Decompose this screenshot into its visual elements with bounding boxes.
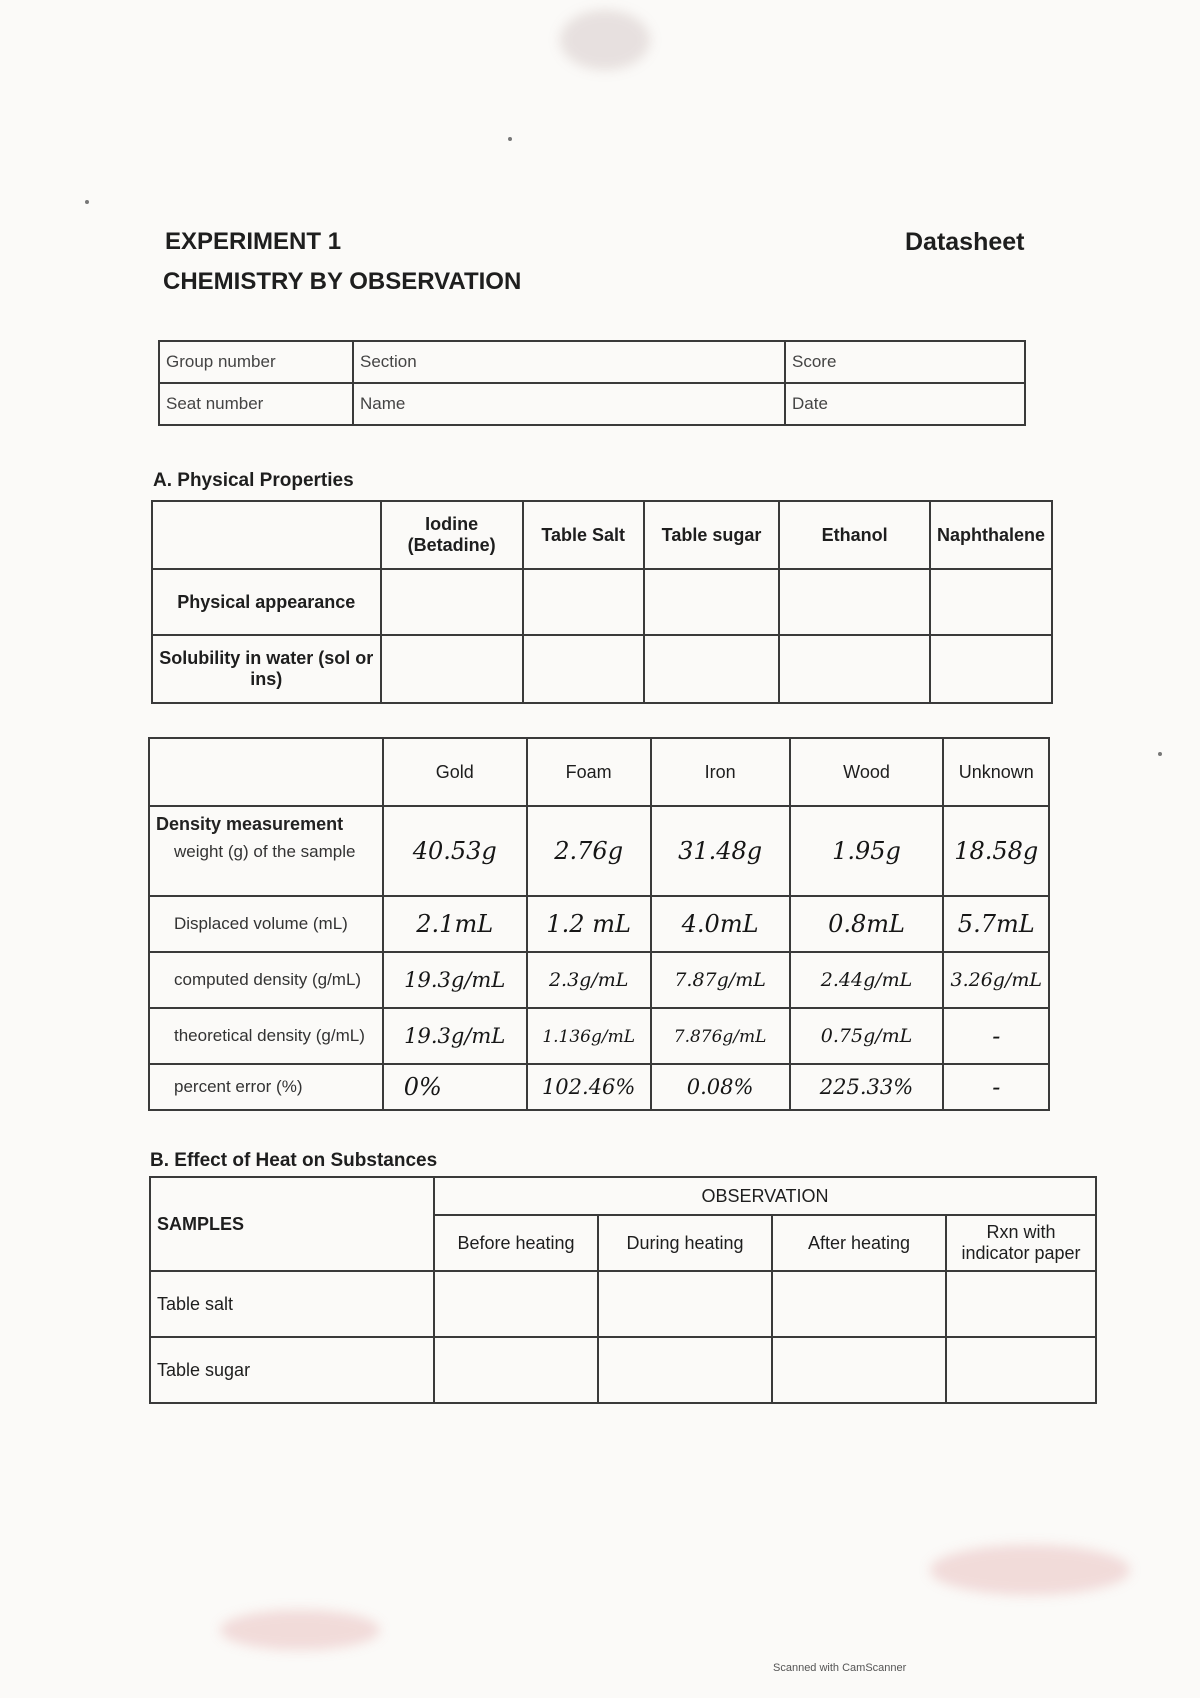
handwritten-value[interactable] [943, 806, 1049, 896]
density-table [148, 737, 1050, 1111]
table-cell[interactable] [644, 569, 780, 635]
table-cell[interactable] [381, 569, 523, 635]
column-header: Unknown [943, 738, 1049, 806]
heat-effect-title: B. Effect of Heat on Substances [150, 1150, 438, 1171]
observation-header: OBSERVATION [434, 1177, 1096, 1215]
table-cell[interactable] [434, 1271, 598, 1337]
handwritten-value[interactable] [651, 1064, 790, 1110]
value-text: 0% [403, 1073, 442, 1101]
value-text: 7.876g/mL [673, 1026, 767, 1047]
column-header: Foam [527, 738, 651, 806]
samples-header: SAMPLES [150, 1177, 434, 1271]
scan-smudge [220, 1610, 380, 1650]
table-cell[interactable] [381, 635, 523, 703]
column-header: Rxn with indicator paper [946, 1215, 1096, 1271]
column-header: Iodine (Betadine) [381, 501, 523, 569]
row-header: Table sugar [150, 1337, 434, 1403]
value-text: 225.33% [819, 1075, 914, 1099]
handwritten-value[interactable] [383, 1008, 527, 1064]
experiment-subtitle: CHEMISTRY BY OBSERVATION [163, 268, 522, 295]
column-header: Iron [651, 738, 790, 806]
value-text: 5.7mL [957, 910, 1035, 938]
scan-speck [1158, 752, 1162, 756]
value-text: 31.48g [678, 837, 763, 865]
value-text: 0.75g/mL [820, 1025, 913, 1047]
row-label: percent error (%) [149, 1064, 383, 1110]
handwritten-value[interactable] [943, 1008, 1049, 1064]
column-header: Wood [790, 738, 944, 806]
handwritten-value[interactable] [943, 952, 1049, 1008]
row-label: Displaced volume (mL) [149, 896, 383, 952]
date-field[interactable]: Date [785, 383, 1025, 425]
handwritten-value[interactable] [651, 1008, 790, 1064]
value-text: 3.26g/mL [950, 969, 1042, 991]
handwritten-value[interactable] [790, 1064, 944, 1110]
physical-properties-table [151, 500, 1053, 704]
value-text: 40.53g [412, 837, 497, 865]
handwritten-value[interactable] [383, 806, 527, 896]
column-header: After heating [772, 1215, 946, 1271]
row-label: theoretical density (g/mL) [149, 1008, 383, 1064]
table-cell[interactable] [598, 1337, 772, 1403]
empty-corner [152, 501, 381, 569]
handwritten-value[interactable] [527, 1064, 651, 1110]
value-text: 1.2 mL [546, 910, 631, 938]
value-text: 102.46% [541, 1075, 636, 1099]
scan-speck [85, 200, 89, 204]
handwritten-value[interactable] [651, 806, 790, 896]
handwritten-value[interactable] [527, 806, 651, 896]
handwritten-value[interactable] [527, 1008, 651, 1064]
scan-smudge [930, 1545, 1130, 1595]
column-header: Before heating [434, 1215, 598, 1271]
value-text: 7.87g/mL [674, 969, 766, 991]
scan-speck [508, 137, 512, 141]
value-text: 2.44g/mL [820, 969, 913, 991]
handwritten-value[interactable] [790, 806, 944, 896]
table-cell[interactable] [930, 569, 1052, 635]
value-text: 2.76g [554, 837, 624, 865]
group-number-field[interactable]: Group number [159, 341, 353, 383]
table-cell[interactable] [598, 1271, 772, 1337]
column-header: During heating [598, 1215, 772, 1271]
table-cell[interactable] [772, 1271, 946, 1337]
handwritten-value[interactable] [527, 952, 651, 1008]
row-label: weight (g) of the sample [174, 842, 356, 861]
handwritten-value[interactable] [651, 896, 790, 952]
handwritten-value[interactable] [790, 1008, 944, 1064]
empty-corner [149, 738, 383, 806]
table-cell[interactable] [644, 635, 780, 703]
handwritten-value[interactable] [790, 896, 944, 952]
column-header: Table sugar [644, 501, 780, 569]
value-text: 1.95g [832, 837, 901, 865]
value-text: - [992, 1022, 1001, 1050]
value-text: 0.08% [686, 1075, 754, 1099]
info-table [158, 340, 1026, 426]
value-text: 1.136g/mL [542, 1026, 635, 1047]
value-text: 19.3g/mL [404, 968, 506, 992]
handwritten-value[interactable] [943, 1064, 1049, 1110]
handwritten-value[interactable] [651, 952, 790, 1008]
scanner-watermark: Scanned with CamScanner [773, 1662, 907, 1674]
row-header: Physical appearance [152, 569, 381, 635]
value-text: 19.3g/mL [404, 1024, 506, 1048]
column-header: Table Salt [523, 501, 644, 569]
value-text: 2.1mL [416, 910, 494, 938]
experiment-title: EXPERIMENT 1 [165, 228, 342, 255]
handwritten-value[interactable] [383, 1064, 527, 1110]
table-cell[interactable] [779, 635, 930, 703]
value-text: 18.58g [954, 837, 1039, 865]
physical-properties-title: A. Physical Properties [153, 470, 354, 491]
row-label: computed density (g/mL) [149, 952, 383, 1008]
datasheet-label: Datasheet [905, 228, 1025, 256]
value-text: - [992, 1073, 1001, 1101]
column-header: Naphthalene [930, 501, 1052, 569]
table-cell[interactable] [434, 1337, 598, 1403]
column-header: Ethanol [779, 501, 930, 569]
table-cell[interactable] [523, 569, 644, 635]
table-cell[interactable] [930, 635, 1052, 703]
handwritten-value[interactable] [943, 896, 1049, 952]
section-field[interactable]: Section [353, 341, 785, 383]
column-header: Gold [383, 738, 527, 806]
name-field[interactable]: Name [353, 383, 785, 425]
row-header [149, 806, 383, 896]
table-cell[interactable] [946, 1337, 1096, 1403]
value-text: 0.8mL [828, 910, 905, 938]
value-text: 2.3g/mL [548, 969, 629, 991]
handwritten-value[interactable] [383, 896, 527, 952]
heat-effect-table [149, 1176, 1097, 1404]
table-cell[interactable] [523, 635, 644, 703]
handwritten-value[interactable] [790, 952, 944, 1008]
table-cell[interactable] [772, 1337, 946, 1403]
handwritten-value[interactable] [383, 952, 527, 1008]
score-field[interactable]: Score [785, 341, 1025, 383]
density-section-label: Density measurement [156, 814, 344, 834]
seat-number-field[interactable]: Seat number [159, 383, 353, 425]
row-header: Solubility in water (sol or ins) [152, 635, 381, 703]
value-text: 4.0mL [681, 910, 759, 938]
table-cell[interactable] [946, 1271, 1096, 1337]
table-cell[interactable] [779, 569, 930, 635]
row-header: Table salt [150, 1271, 434, 1337]
scan-smudge [560, 10, 650, 70]
handwritten-value[interactable] [527, 896, 651, 952]
